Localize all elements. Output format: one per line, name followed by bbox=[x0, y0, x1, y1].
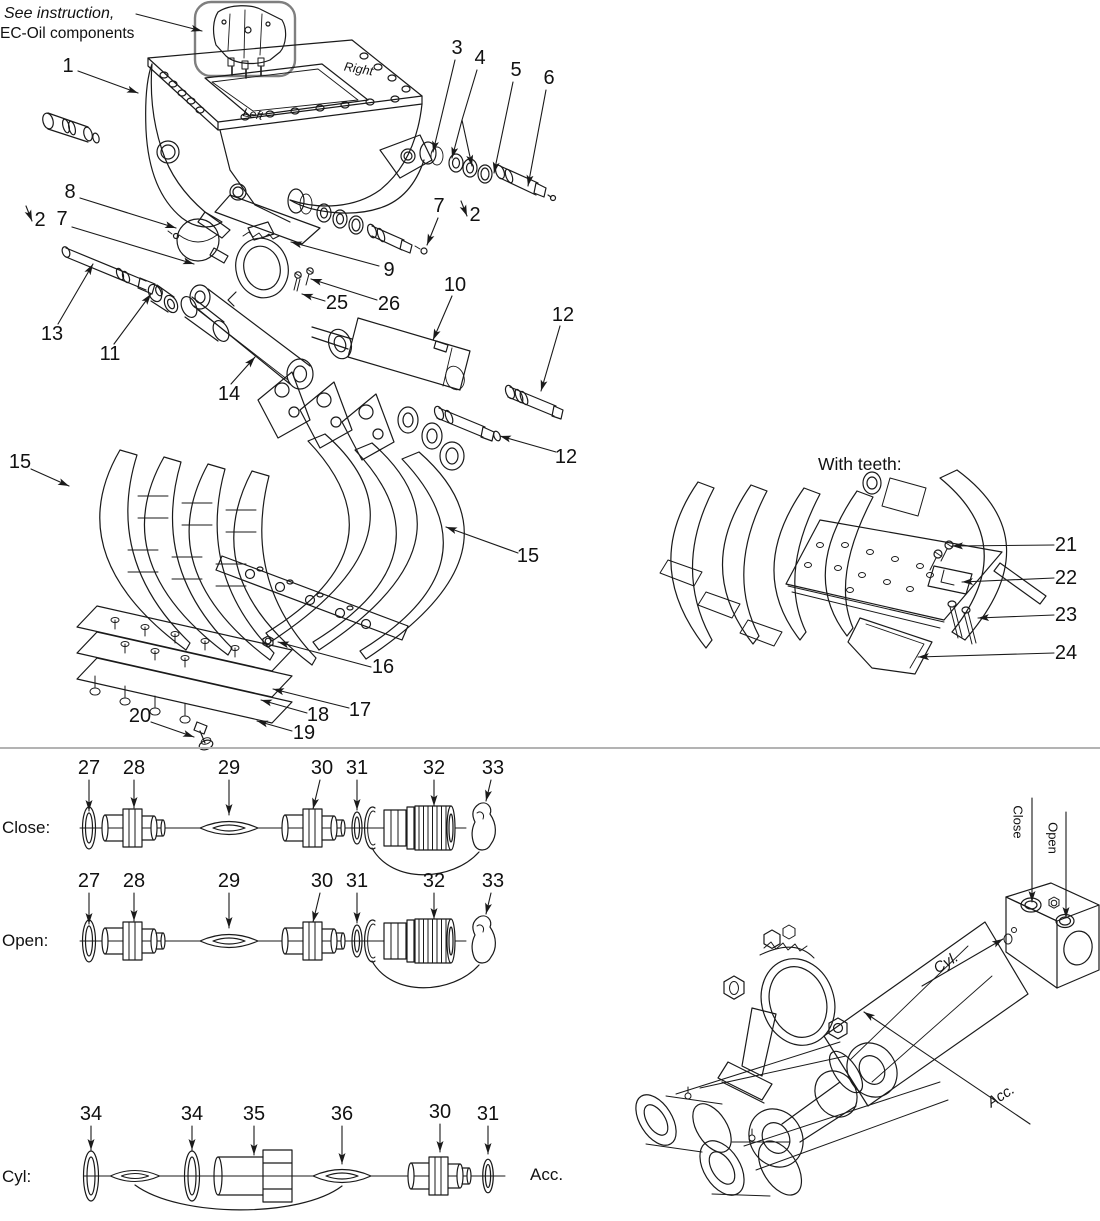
callout-y34a: 34 bbox=[79, 1103, 103, 1125]
frame-right-label: Right bbox=[343, 59, 375, 79]
wear-plate-stack bbox=[77, 606, 292, 752]
callout-13: 13 bbox=[40, 323, 64, 345]
callout-y30: 30 bbox=[428, 1101, 452, 1123]
figure-close-port-label: Close bbox=[1010, 805, 1026, 839]
note-line2: EC-Oil components bbox=[0, 25, 135, 42]
acc-row-end-label: Acc. bbox=[530, 1165, 564, 1184]
callout-16: 16 bbox=[371, 656, 395, 678]
pin-set-lower bbox=[288, 189, 427, 254]
callout-23: 23 bbox=[1054, 604, 1078, 626]
leader-23-0 bbox=[978, 615, 1054, 618]
open-row-label: Open: bbox=[2, 931, 49, 950]
pin-set-upper bbox=[420, 142, 556, 201]
figure-acc-label: Acc. bbox=[984, 1080, 1018, 1112]
callout-c29: 29 bbox=[217, 757, 241, 779]
callout-22: 22 bbox=[1054, 567, 1078, 589]
leader-25-0 bbox=[302, 294, 325, 301]
callout-24: 24 bbox=[1054, 642, 1078, 664]
grapple-claws-main bbox=[100, 372, 465, 665]
callout-20: 20 bbox=[128, 705, 152, 727]
callout-c31: 31 bbox=[345, 757, 369, 779]
leader-5-0 bbox=[494, 82, 513, 173]
leader-4-1 bbox=[452, 120, 462, 158]
leader-19-0 bbox=[257, 721, 292, 731]
callout-8: 8 bbox=[64, 181, 76, 203]
leader-10-0 bbox=[433, 296, 452, 340]
cylinder-figure bbox=[628, 883, 1099, 1203]
callout-c33: 33 bbox=[481, 757, 505, 779]
callout-c27: 27 bbox=[77, 757, 101, 779]
callout-c32: 32 bbox=[422, 757, 446, 779]
cyl-row-label: Cyl: bbox=[2, 1167, 32, 1186]
callout-19: 19 bbox=[292, 722, 316, 744]
hydraulic-cylinder bbox=[312, 318, 470, 392]
leader-21-0 bbox=[952, 545, 1054, 546]
callout-c28: 28 bbox=[122, 757, 146, 779]
callout-12l: 12 bbox=[554, 446, 578, 468]
callout-15r: 15 bbox=[516, 545, 540, 567]
figure-cyl-label: Cyl. bbox=[930, 948, 962, 978]
fittings-open-row bbox=[80, 916, 495, 988]
leader-13-0 bbox=[58, 264, 93, 324]
callout-10: 10 bbox=[443, 274, 467, 296]
leader-12u-0 bbox=[541, 326, 560, 391]
leader-7r-0 bbox=[427, 218, 438, 245]
section-divider bbox=[0, 747, 1100, 749]
leader-c30-0 bbox=[313, 780, 320, 809]
callout-3: 3 bbox=[451, 37, 463, 59]
pin-left bbox=[41, 112, 100, 144]
callout-25: 25 bbox=[325, 292, 349, 314]
leader-qty2r-0 bbox=[461, 201, 467, 216]
frame-left-label: Left bbox=[241, 105, 265, 123]
callout-9: 9 bbox=[383, 259, 395, 281]
callout-11: 11 bbox=[99, 343, 121, 365]
leader-24-0 bbox=[918, 653, 1054, 657]
callout-o33: 33 bbox=[481, 870, 505, 892]
leader-4-2 bbox=[462, 120, 472, 166]
callout-7l: 7 bbox=[56, 208, 68, 230]
note-line1: See instruction, bbox=[4, 5, 115, 22]
leader-4-0 bbox=[462, 70, 477, 120]
callout-o31: 31 bbox=[345, 870, 369, 892]
leader-o33-0 bbox=[486, 893, 491, 914]
fittings-cyl-row bbox=[84, 1150, 506, 1210]
leader-15r-0 bbox=[446, 527, 518, 553]
figure-open-port-label: Open bbox=[1045, 822, 1061, 854]
leader-c33-0 bbox=[486, 780, 491, 801]
callout-5: 5 bbox=[510, 59, 522, 81]
figure-leader-lines bbox=[136, 14, 1066, 1124]
leader-8-0 bbox=[80, 198, 176, 228]
close-row-label: Close: bbox=[2, 818, 51, 837]
leader-qty2l-0 bbox=[26, 206, 32, 221]
leader-3-0 bbox=[433, 60, 455, 152]
callout-y35: 35 bbox=[242, 1103, 266, 1125]
screws-25-26 bbox=[294, 268, 313, 291]
callout-o27: 27 bbox=[77, 870, 101, 892]
callout-o32: 32 bbox=[422, 870, 446, 892]
callout-o30: 30 bbox=[310, 870, 334, 892]
callout-c30: 30 bbox=[310, 757, 334, 779]
leader-6-0 bbox=[528, 90, 546, 186]
callout-y36: 36 bbox=[330, 1103, 354, 1125]
callout-6: 6 bbox=[543, 67, 555, 89]
callout-7r: 7 bbox=[433, 195, 445, 217]
hose-clamp bbox=[228, 222, 295, 306]
ecoil-unit bbox=[195, 2, 295, 78]
fittings-close-row bbox=[80, 803, 495, 875]
leader-1-0 bbox=[78, 71, 138, 93]
leader-11-0 bbox=[114, 294, 151, 344]
callout-qty2r: 2 bbox=[469, 204, 481, 226]
pins-12 bbox=[433, 384, 563, 442]
callout-qty2l: 2 bbox=[34, 209, 46, 231]
callout-1: 1 bbox=[62, 55, 74, 77]
callout-21: 21 bbox=[1054, 534, 1078, 556]
callout-12u: 12 bbox=[551, 304, 575, 326]
link-rod-and-arm bbox=[61, 246, 313, 389]
callout-o28: 28 bbox=[122, 870, 146, 892]
leader-15l-0 bbox=[31, 469, 69, 486]
leader-20-0 bbox=[151, 722, 194, 737]
callout-26: 26 bbox=[377, 293, 401, 315]
leader-o30-0 bbox=[313, 893, 320, 922]
grapple-with-teeth bbox=[660, 470, 1046, 674]
callout-18: 18 bbox=[306, 704, 330, 726]
callout-15l: 15 bbox=[8, 451, 32, 473]
leader-14-0 bbox=[231, 357, 255, 384]
with-teeth-label: With teeth: bbox=[818, 454, 902, 474]
quick-coupler-frame bbox=[146, 40, 432, 244]
leader-9-0 bbox=[291, 242, 379, 266]
callout-14: 14 bbox=[217, 383, 241, 405]
callout-y34b: 34 bbox=[180, 1103, 204, 1125]
callout-o29: 29 bbox=[217, 870, 241, 892]
callout-4: 4 bbox=[474, 47, 486, 69]
leader-12l-0 bbox=[500, 436, 556, 452]
callout-17: 17 bbox=[348, 699, 372, 721]
callout-y31: 31 bbox=[476, 1103, 500, 1125]
